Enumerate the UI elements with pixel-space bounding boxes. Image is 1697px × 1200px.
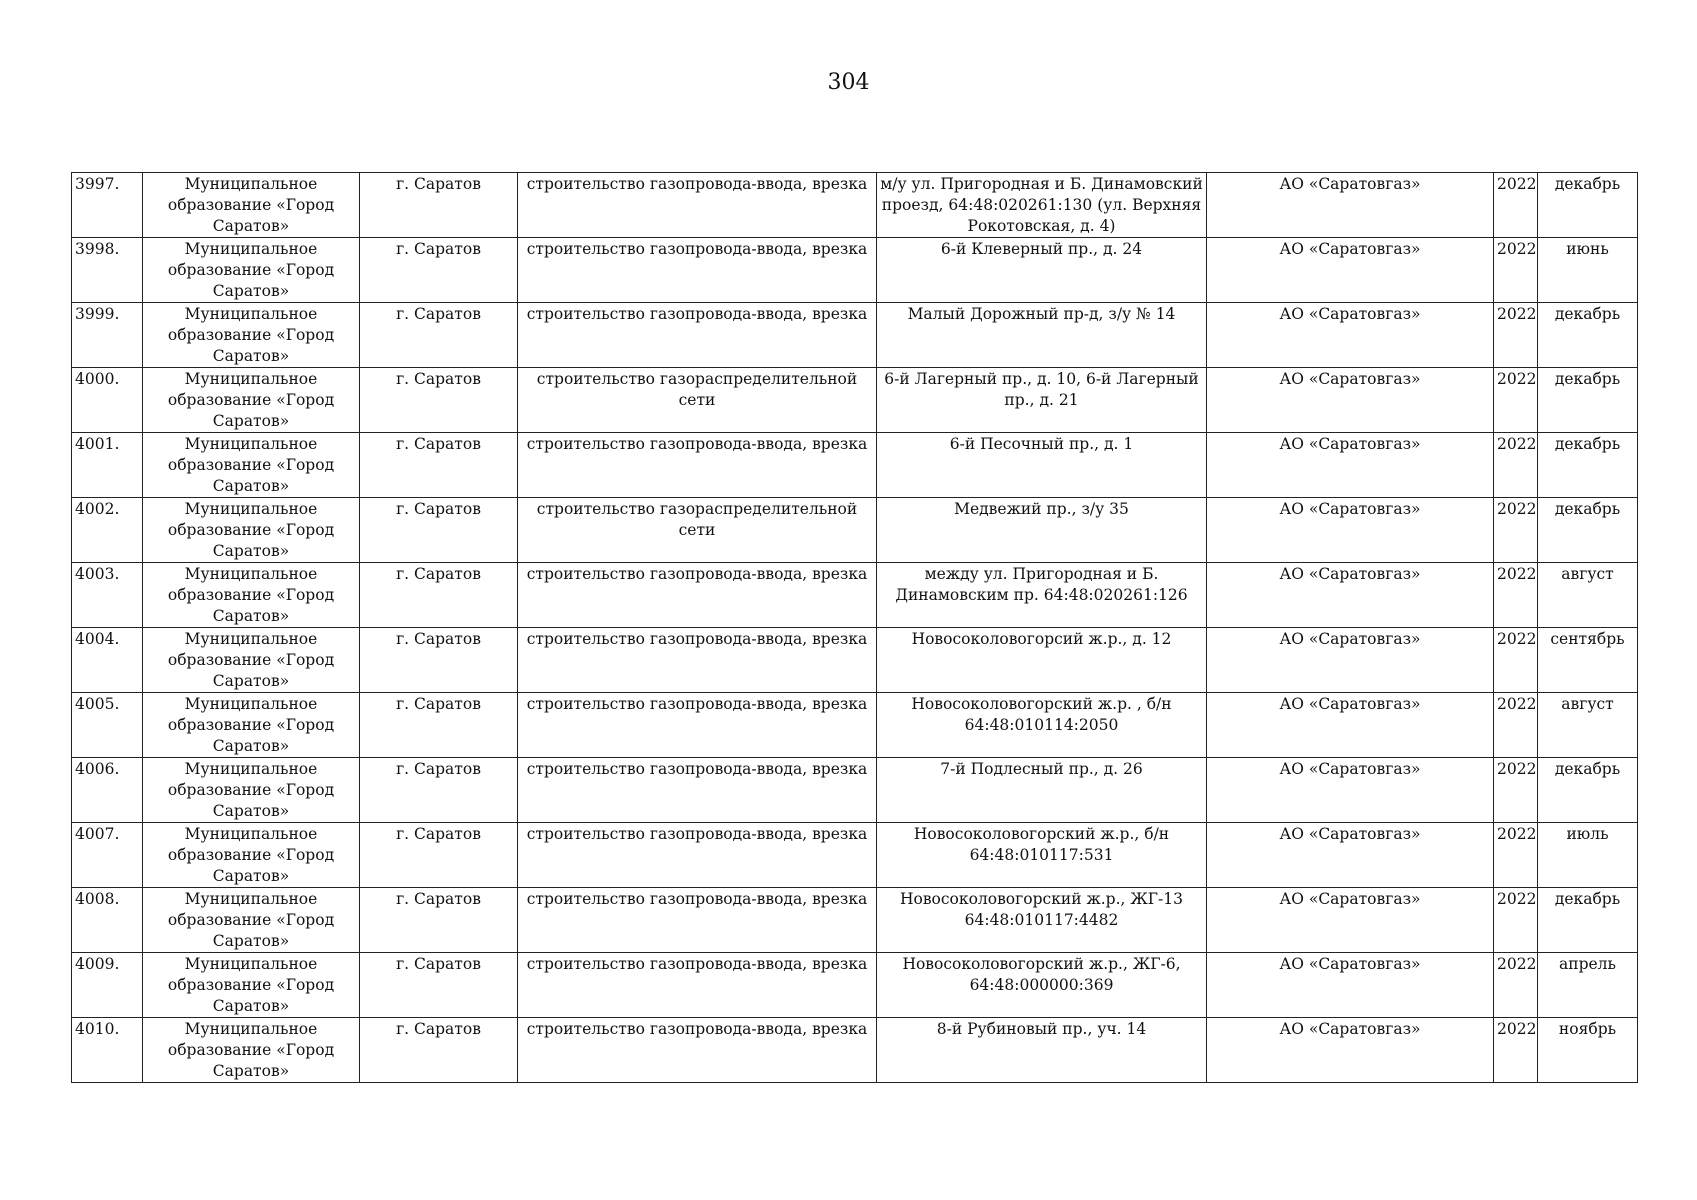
year: 2022 [1494, 498, 1538, 563]
city: г. Саратов [360, 693, 518, 758]
row-number: 4000. [72, 368, 143, 433]
city: г. Саратов [360, 303, 518, 368]
table-row [72, 888, 1638, 953]
work-type: строительство газопровода-ввода, врезка [518, 823, 877, 888]
municipality: Муниципальное образование «Город Саратов» [143, 758, 360, 823]
municipality: Муниципальное образование «Город Саратов» [143, 693, 360, 758]
table-row [72, 238, 1638, 303]
municipality: Муниципальное образование «Город Саратов» [143, 628, 360, 693]
address: 8-й Рубиновый пр., уч. 14 [877, 1018, 1207, 1083]
row-number: 4002. [72, 498, 143, 563]
address: Новосоколовогорский ж.р., ЖГ-13 64:48:010117:4482 [877, 888, 1207, 953]
row-number: 3997. [72, 173, 143, 238]
organization: АО «Саратовгаз» [1207, 888, 1494, 953]
month: декабрь [1538, 498, 1638, 563]
month: август [1538, 693, 1638, 758]
work-type: строительство газопровода-ввода, врезка [518, 1018, 877, 1083]
municipality: Муниципальное образование «Город Саратов» [143, 303, 360, 368]
row-number: 3998. [72, 238, 143, 303]
year: 2022 [1494, 1018, 1538, 1083]
city: г. Саратов [360, 433, 518, 498]
municipality: Муниципальное образование «Город Саратов» [143, 238, 360, 303]
organization: АО «Саратовгаз» [1207, 498, 1494, 563]
organization: АО «Саратовгаз» [1207, 823, 1494, 888]
municipality: Муниципальное образование «Город Саратов» [143, 823, 360, 888]
work-type: строительство газопровода-ввода, врезка [518, 173, 877, 238]
year: 2022 [1494, 563, 1538, 628]
month: декабрь [1538, 758, 1638, 823]
work-type: строительство газораспределительной сети [518, 498, 877, 563]
month: апрель [1538, 953, 1638, 1018]
year: 2022 [1494, 368, 1538, 433]
city: г. Саратов [360, 1018, 518, 1083]
row-number: 4009. [72, 953, 143, 1018]
address: 6-й Песочный пр., д. 1 [877, 433, 1207, 498]
organization: АО «Саратовгаз» [1207, 173, 1494, 238]
year: 2022 [1494, 173, 1538, 238]
month: декабрь [1538, 368, 1638, 433]
month: июль [1538, 823, 1638, 888]
table-row [72, 498, 1638, 563]
address: Медвежий пр., з/у 35 [877, 498, 1207, 563]
organization: АО «Саратовгаз» [1207, 238, 1494, 303]
year: 2022 [1494, 238, 1538, 303]
city: г. Саратов [360, 758, 518, 823]
month: ноябрь [1538, 1018, 1638, 1083]
work-type: строительство газораспределительной сети [518, 368, 877, 433]
row-number: 4003. [72, 563, 143, 628]
year: 2022 [1494, 823, 1538, 888]
city: г. Саратов [360, 498, 518, 563]
city: г. Саратов [360, 238, 518, 303]
registry-table [71, 172, 1638, 1083]
year: 2022 [1494, 693, 1538, 758]
table-row [72, 758, 1638, 823]
organization: АО «Саратовгаз» [1207, 953, 1494, 1018]
organization: АО «Саратовгаз» [1207, 628, 1494, 693]
city: г. Саратов [360, 628, 518, 693]
table-row [72, 173, 1638, 238]
organization: АО «Саратовгаз» [1207, 693, 1494, 758]
work-type: строительство газопровода-ввода, врезка [518, 433, 877, 498]
month: декабрь [1538, 303, 1638, 368]
year: 2022 [1494, 953, 1538, 1018]
year: 2022 [1494, 888, 1538, 953]
municipality: Муниципальное образование «Город Саратов» [143, 888, 360, 953]
month: декабрь [1538, 888, 1638, 953]
city: г. Саратов [360, 888, 518, 953]
organization: АО «Саратовгаз» [1207, 303, 1494, 368]
address: 6-й Лагерный пр., д. 10, 6-й Лагерный пр., д. 21 [877, 368, 1207, 433]
organization: АО «Саратовгаз» [1207, 368, 1494, 433]
address: Новосоколовогорский ж.р., б/н 64:48:010117:531 [877, 823, 1207, 888]
municipality: Муниципальное образование «Город Саратов» [143, 1018, 360, 1083]
row-number: 4005. [72, 693, 143, 758]
municipality: Муниципальное образование «Город Саратов» [143, 953, 360, 1018]
work-type: строительство газопровода-ввода, врезка [518, 953, 877, 1018]
municipality: Муниципальное образование «Город Саратов» [143, 563, 360, 628]
row-number: 4008. [72, 888, 143, 953]
address: м/у ул. Пригородная и Б. Динамовский проезд, 64:48:020261:130 (ул. Верхняя Рокотовская, д. 4) [877, 173, 1207, 238]
municipality: Муниципальное образование «Город Саратов» [143, 433, 360, 498]
work-type: строительство газопровода-ввода, врезка [518, 888, 877, 953]
address: Новосоколовогорский ж.р., ЖГ-6, 64:48:000000:369 [877, 953, 1207, 1018]
table-row [72, 433, 1638, 498]
municipality: Муниципальное образование «Город Саратов» [143, 173, 360, 238]
row-number: 4001. [72, 433, 143, 498]
row-number: 4004. [72, 628, 143, 693]
city: г. Саратов [360, 563, 518, 628]
organization: АО «Саратовгаз» [1207, 758, 1494, 823]
organization: АО «Саратовгаз» [1207, 1018, 1494, 1083]
work-type: строительство газопровода-ввода, врезка [518, 693, 877, 758]
row-number: 4010. [72, 1018, 143, 1083]
address: Новосоколовогорский ж.р. , б/н 64:48:010114:2050 [877, 693, 1207, 758]
year: 2022 [1494, 433, 1538, 498]
city: г. Саратов [360, 368, 518, 433]
page-number: 304 [827, 70, 870, 95]
table-row [72, 563, 1638, 628]
table-row [72, 953, 1638, 1018]
city: г. Саратов [360, 953, 518, 1018]
month: сентябрь [1538, 628, 1638, 693]
table-row [72, 368, 1638, 433]
year: 2022 [1494, 303, 1538, 368]
address: Новосоколовогорсий ж.р., д. 12 [877, 628, 1207, 693]
table-row [72, 628, 1638, 693]
work-type: строительство газопровода-ввода, врезка [518, 238, 877, 303]
month: декабрь [1538, 173, 1638, 238]
work-type: строительство газопровода-ввода, врезка [518, 563, 877, 628]
address: 6-й Клеверный пр., д. 24 [877, 238, 1207, 303]
work-type: строительство газопровода-ввода, врезка [518, 303, 877, 368]
year: 2022 [1494, 628, 1538, 693]
table-row [72, 1018, 1638, 1083]
city: г. Саратов [360, 173, 518, 238]
table-row [72, 823, 1638, 888]
organization: АО «Саратовгаз» [1207, 563, 1494, 628]
address: Малый Дорожный пр-д, з/у № 14 [877, 303, 1207, 368]
month: июнь [1538, 238, 1638, 303]
municipality: Муниципальное образование «Город Саратов» [143, 498, 360, 563]
registry-body [72, 173, 1638, 1083]
table-row [72, 693, 1638, 758]
month: декабрь [1538, 433, 1638, 498]
municipality: Муниципальное образование «Город Саратов» [143, 368, 360, 433]
city: г. Саратов [360, 823, 518, 888]
row-number: 4007. [72, 823, 143, 888]
work-type: строительство газопровода-ввода, врезка [518, 628, 877, 693]
month: август [1538, 563, 1638, 628]
table-row [72, 303, 1638, 368]
year: 2022 [1494, 758, 1538, 823]
row-number: 3999. [72, 303, 143, 368]
row-number: 4006. [72, 758, 143, 823]
work-type: строительство газопровода-ввода, врезка [518, 758, 877, 823]
address: 7-й Подлесный пр., д. 26 [877, 758, 1207, 823]
organization: АО «Саратовгаз» [1207, 433, 1494, 498]
address: между ул. Пригородная и Б. Динамовским пр. 64:48:020261:126 [877, 563, 1207, 628]
